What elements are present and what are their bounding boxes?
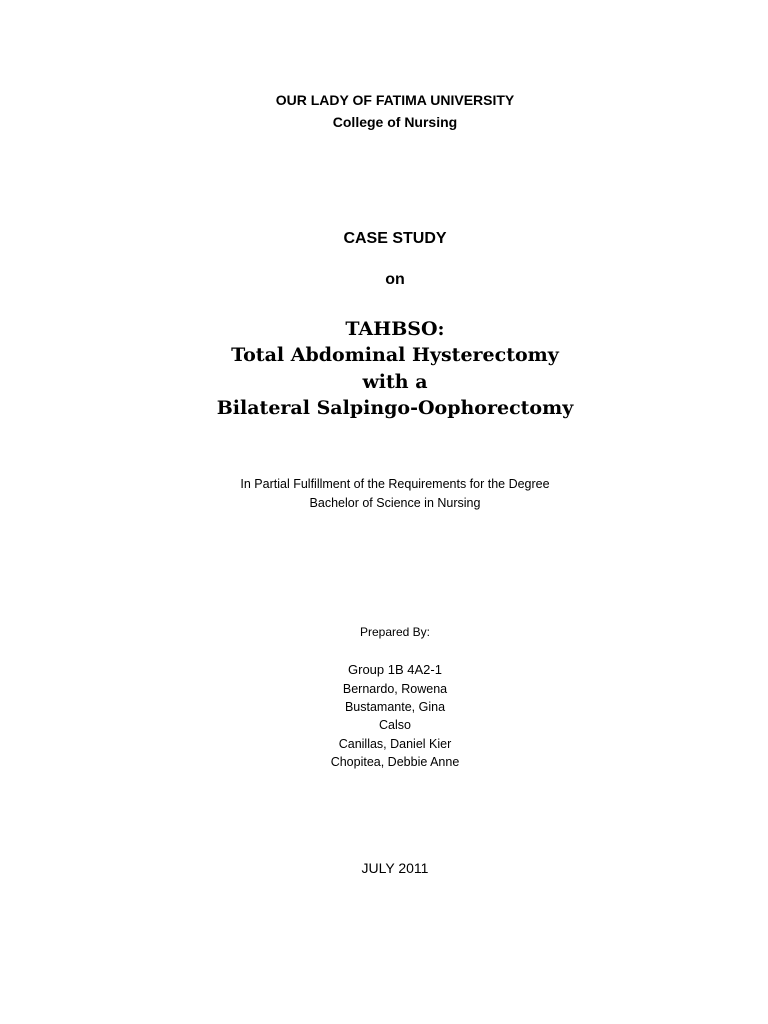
- university-name: OUR LADY OF FATIMA UNIVERSITY: [275, 92, 515, 108]
- title-line-1: TAHBSO:: [345, 318, 445, 340]
- member-name: Chopitea, Debbie Anne: [330, 755, 460, 769]
- title-line-4: Bilateral Salpingo-Oophorectomy: [216, 397, 574, 419]
- document-type-label: CASE STUDY: [343, 230, 447, 247]
- member-name: Canillas, Daniel Kier: [338, 737, 452, 751]
- document-date: JULY 2011: [361, 860, 429, 876]
- college-name: College of Nursing: [332, 114, 458, 130]
- title-line-2: Total Abdominal Hysterectomy: [231, 344, 559, 366]
- fulfillment-line-1: In Partial Fulfillment of the Requirements for the Degree: [240, 477, 550, 491]
- prepared-by-label: Prepared By:: [359, 625, 431, 639]
- group-name: Group 1B 4A2-1: [348, 662, 442, 677]
- fulfillment-line-2: Bachelor of Science in Nursing: [309, 496, 481, 510]
- member-name: Calso: [379, 718, 411, 732]
- title-line-3: with a: [362, 371, 428, 393]
- connector-text: on: [385, 271, 405, 288]
- member-name: Bustamante, Gina: [344, 700, 446, 714]
- member-name: Bernardo, Rowena: [342, 682, 448, 696]
